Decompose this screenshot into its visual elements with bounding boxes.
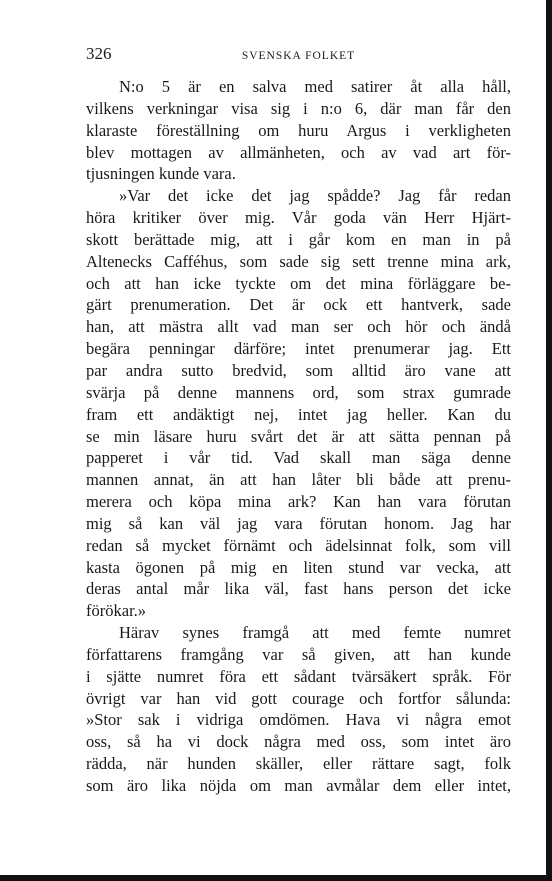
text-line: se min läsare huru svårt det är att sätta pennan på <box>86 426 511 446</box>
text-line: begära penningar därföre; intet prenumerar jag. Ett <box>86 339 511 359</box>
text-line: författarens framgång var så given, att han kunde <box>86 644 511 664</box>
text-line: blev mottagen av allmänheten, och av vad art för- <box>86 142 511 162</box>
text-line: oss, så ha vi dock några med oss, som intet äro <box>86 732 511 752</box>
text-line: deras antal mår lika väl, fast hans person det icke <box>86 579 511 599</box>
scan-edge-right <box>546 0 552 881</box>
scan-edge-bottom <box>0 875 552 881</box>
text-line: i sjätte numret föra ett sådant tvärsäkert språk. För <box>86 666 511 686</box>
text-line: redan så mycket förnämt och ädelsinnat folk, som vill <box>86 535 511 555</box>
page-number: 326 <box>86 44 112 63</box>
text-line: kasta ögonen på mig en liten stund var vecka, att <box>86 557 511 577</box>
text-line: par andra sutto bredvid, som alltid äro vane att <box>86 360 511 380</box>
text-line: rädda, när hunden skäller, eller rättare sagt, folk <box>86 754 511 774</box>
text-line: fram ett andäktigt nej, intet jag heller. Kan du <box>86 404 511 424</box>
text-line: papperet i vår tid. Vad skall man säga denne <box>86 448 511 468</box>
text-line: skott berättade mig, att i går kom en man in på <box>86 229 511 249</box>
text-line: vilkens verkningar visa sig i n:o 6, där man får den <box>86 98 511 118</box>
text-line: »Stor sak i vidriga omdömen. Hava vi några emot <box>86 710 511 730</box>
text-line: svärja på denne mannens ord, som strax gumrade <box>86 382 511 402</box>
text-line: klaraste föreställning om huru Argus i verkligheten <box>86 120 511 140</box>
text-line: förökar.» <box>86 601 147 621</box>
running-title: SVENSKA FOLKET <box>241 50 356 62</box>
text-line: gärt prenumeration. Det är ock ett hantverk, sade <box>86 295 511 315</box>
text-line: övrigt var han vid gott courage och fortfor sålunda: <box>86 688 511 708</box>
text-line: mannen annat, än att han låter bli både att prenu- <box>86 470 511 490</box>
text-line: som äro lika nöjda om man avmålar dem eller intet, <box>86 776 511 795</box>
body-text <box>86 76 511 797</box>
text-line: Altenecks Cafféhus, som sade sig sett trenne mina ark, <box>86 251 511 271</box>
text-line: merera och köpa mina ark? Kan han vara förutan <box>86 492 511 512</box>
text-line: tjusningen kunde vara. <box>86 164 236 184</box>
text-line: »Var det icke det jag spådde? Jag får redan <box>119 186 511 206</box>
text-line: höra kritiker över mig. Vår goda vän Herr Hjärt- <box>86 208 511 228</box>
text-line: N:o 5 är en salva med satirer åt alla håll, <box>119 77 511 96</box>
text-line: och att han icke tyckte om det mina förläggare be- <box>86 273 511 293</box>
text-line: han, att mästra allt vad man ser och hör och ändå <box>86 317 511 337</box>
running-head <box>86 44 511 68</box>
text-line: Härav synes framgå att med femte numret <box>119 623 511 643</box>
text-line: mig så kan väl jag vara förutan honom. Jag har <box>86 513 511 533</box>
